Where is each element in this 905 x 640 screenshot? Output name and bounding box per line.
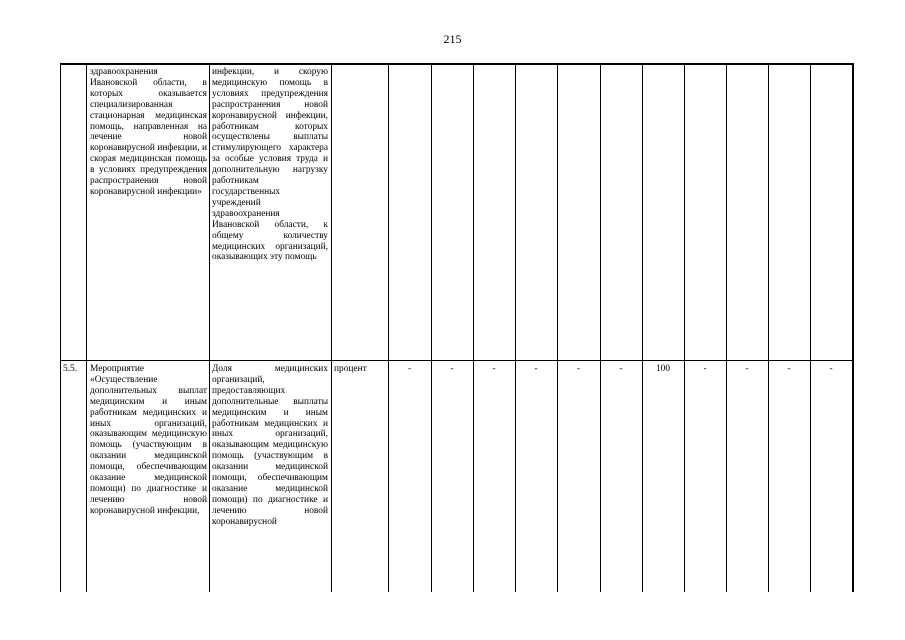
row-separator xyxy=(60,360,854,361)
table-top-border xyxy=(60,63,854,65)
continuation-indicator-cell: инфекции, и скорую медицинскую помощь в условиях предупреждения распространения новой коронавирусной инфекции, работникам которых осуществлены выплаты стимулирующего характера за особые условия труда и дополнительную нагрузку работникам государственных учреждений здравоохранения Ивановской области, к общему количеству медицинских организаций, оказывающих эту помощь xyxy=(212,67,328,263)
value-cell: - xyxy=(829,364,833,374)
row-number-cell: 5.5. xyxy=(63,364,78,374)
value-cell: - xyxy=(619,364,623,374)
row-name-cell: Мероприятие «Осуществление дополнительных выплат медицинским и иным работникам медицинских и иных организаций, оказывающим медицинскую помощь (участвующим в оказании медицинской помощи, обеспечивающим оказание медицинской помощи) по диагностике и лечению новой коронавирусной инфекции, xyxy=(90,364,207,516)
value-cell: - xyxy=(703,364,707,374)
row-indicator-cell: Доля медицинских организаций, предоставляющих дополнительные выплаты медицинским и иным работникам медицинских и иных организаций, оказывающим медицинскую помощь (участвующим в оказании медицинской помощи, обеспечивающим оказание медицинской помощи) по диагностике и лечению новой коронавирусной xyxy=(212,364,328,527)
value-cell: - xyxy=(450,364,454,374)
col-border-12 xyxy=(726,63,727,592)
col-border-9 xyxy=(600,63,601,592)
col-border-1 xyxy=(86,63,87,592)
col-border-7 xyxy=(515,63,516,592)
col-border-10 xyxy=(642,63,643,592)
col-border-4 xyxy=(388,63,389,592)
value-cell: - xyxy=(407,364,412,374)
col-border-14 xyxy=(810,63,811,592)
value-cell: - xyxy=(534,364,538,374)
row-unit-cell: процент xyxy=(334,364,367,374)
col-border-8 xyxy=(557,63,558,592)
col-border-6 xyxy=(473,63,474,592)
page-number: 215 xyxy=(443,32,462,46)
col-border-0 xyxy=(60,63,61,592)
col-border-3 xyxy=(331,63,332,592)
value-cell: 100 xyxy=(655,364,671,374)
col-border-15 xyxy=(852,63,854,592)
value-cell: - xyxy=(576,364,581,374)
value-cell: - xyxy=(787,364,791,374)
col-border-11 xyxy=(684,63,685,592)
value-cell: - xyxy=(745,364,749,374)
col-border-5 xyxy=(431,63,432,592)
value-cell: - xyxy=(492,364,496,374)
col-border-13 xyxy=(768,63,769,592)
col-border-2 xyxy=(209,63,210,592)
continuation-name-cell: здравоохранения Ивановской области, в которых оказывается специализированная стационарная медицинская помощь, направленная на лечение новой коронавирусной инфекции, и скорая медицинская помощь в условиях предупреждения распространения новой коронавирусной инфекции» xyxy=(90,67,207,197)
